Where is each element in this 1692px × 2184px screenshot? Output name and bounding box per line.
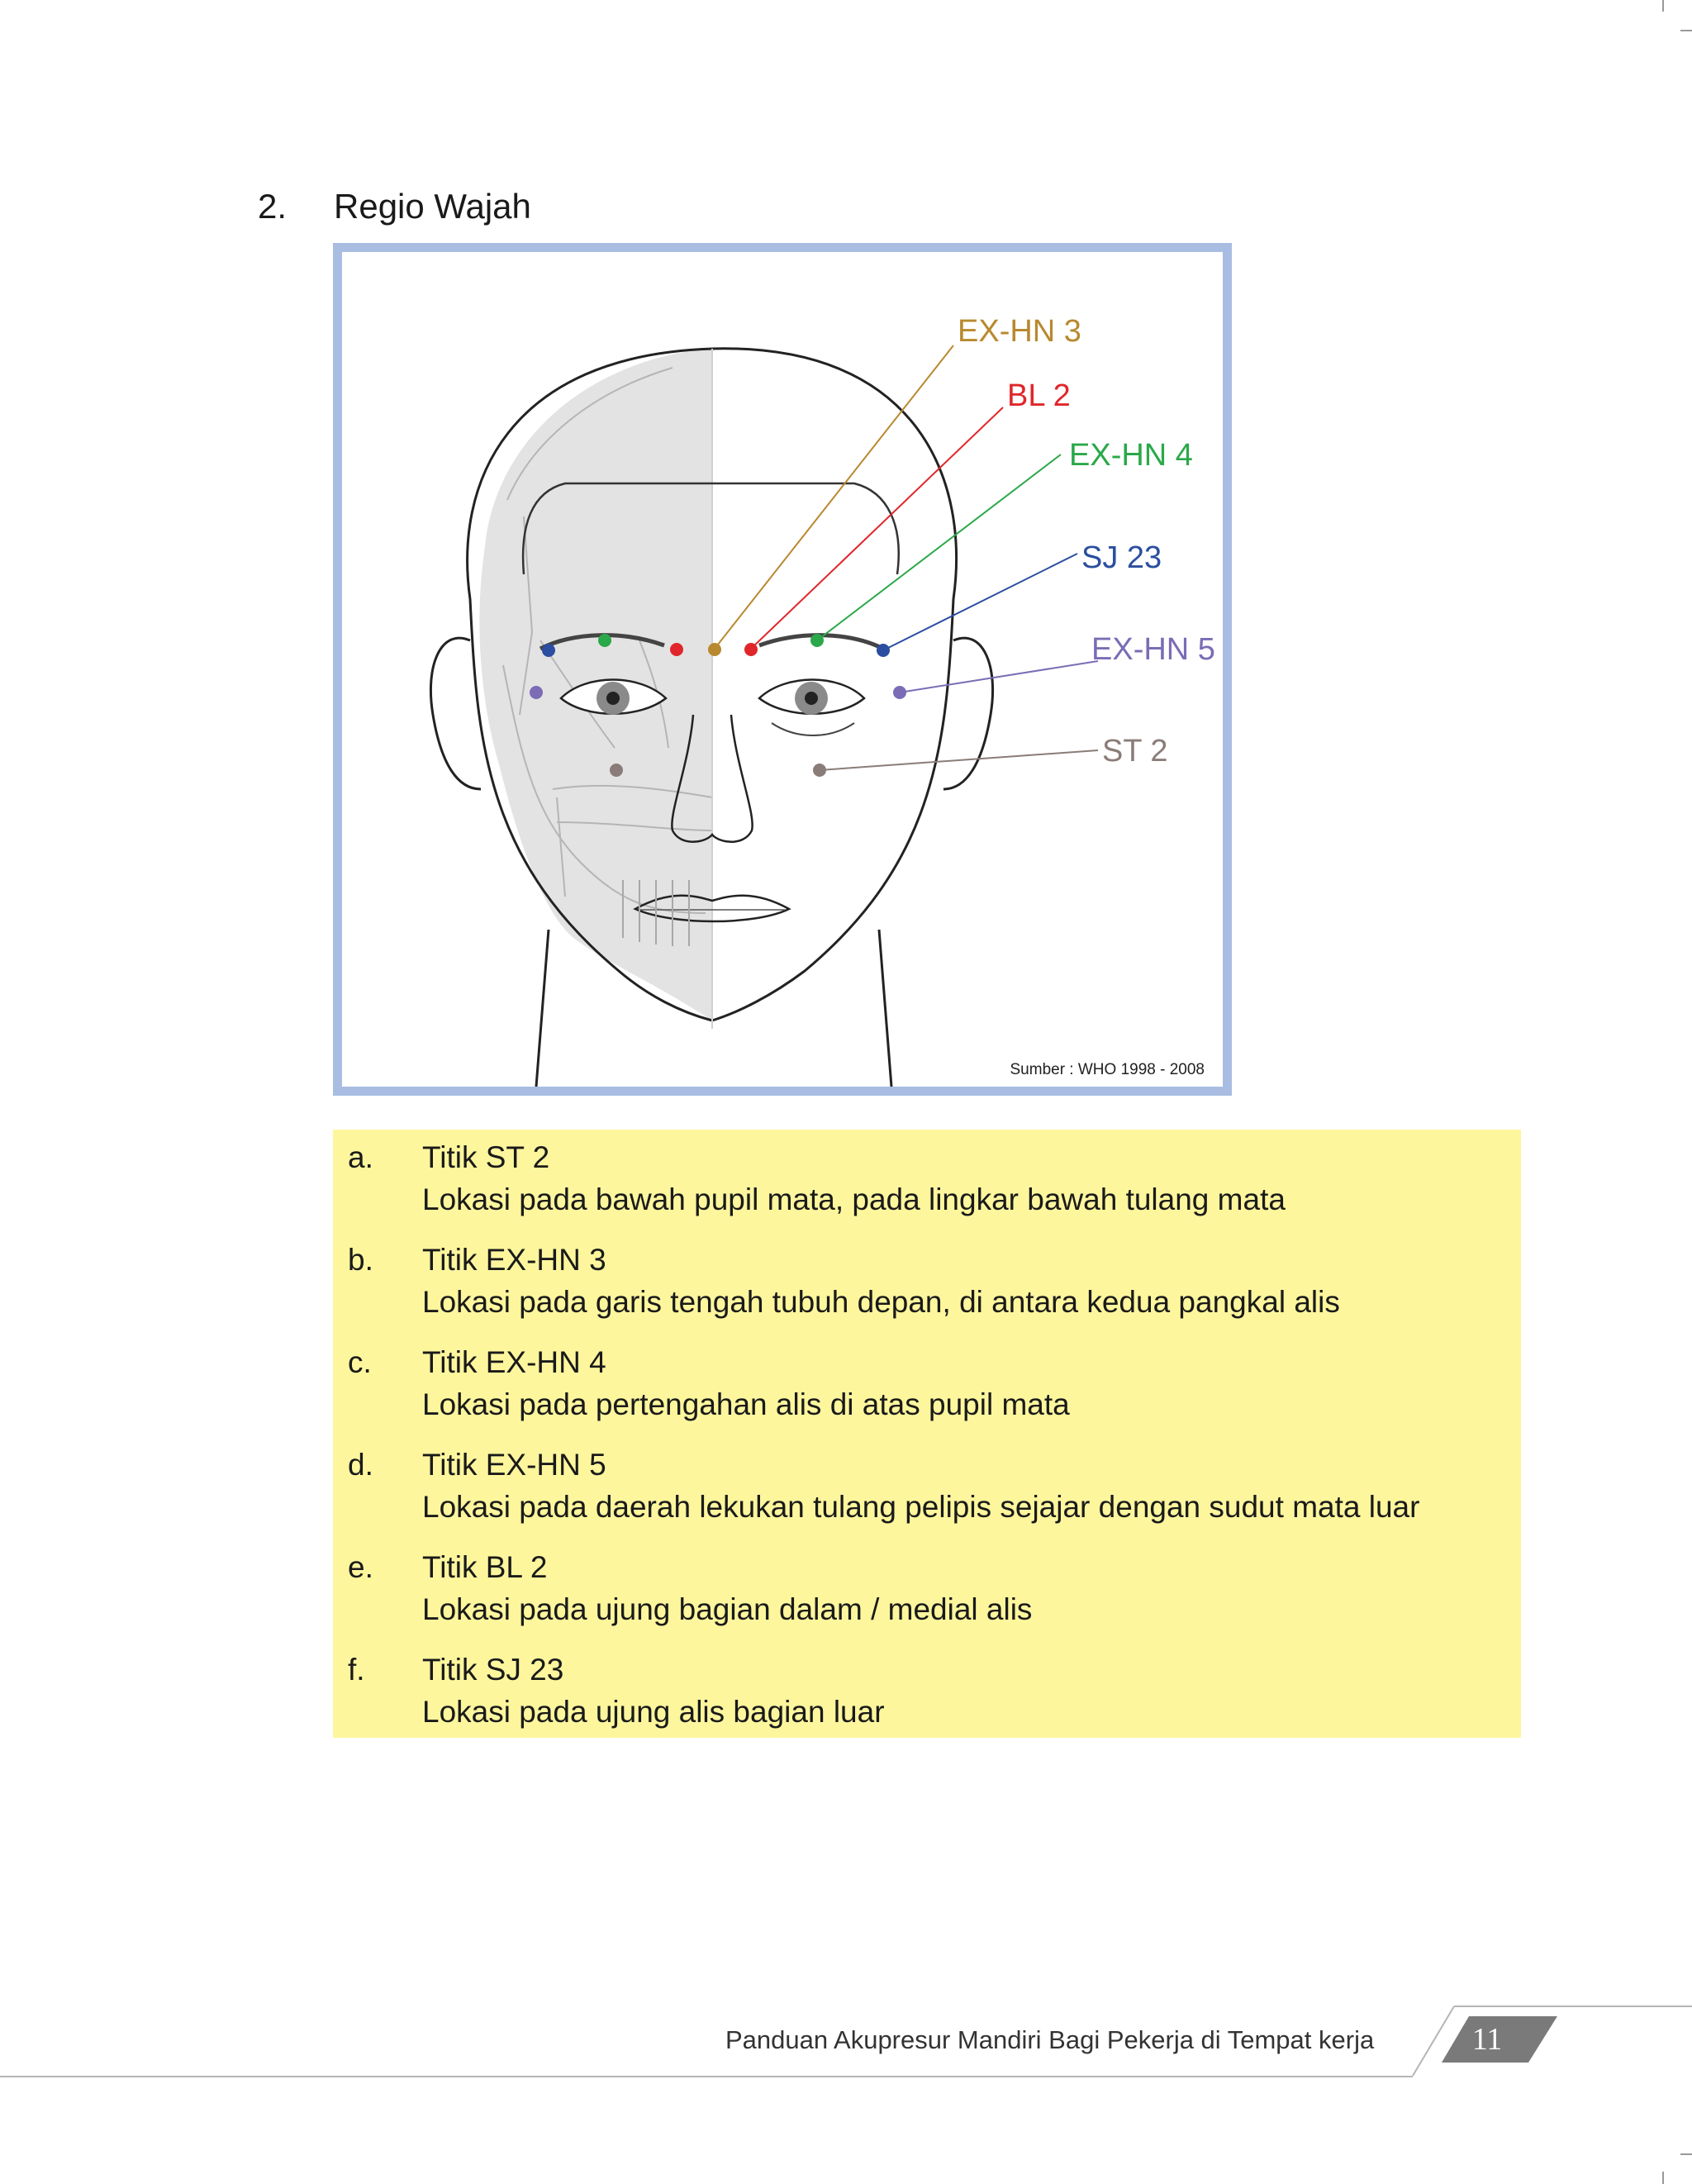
- item-desc: Lokasi pada ujung alis bagian luar: [422, 1695, 885, 1729]
- list-item: [333, 1546, 1521, 1630]
- item-letter: d.: [348, 1448, 373, 1482]
- item-desc: Lokasi pada pertengahan alis di atas pupil mata: [422, 1387, 1070, 1421]
- label-ex-hn-3: EX-HN 3: [958, 314, 1081, 349]
- point-bl-2-right: [744, 643, 758, 656]
- leader-ex-hn-3: [715, 345, 953, 649]
- face-illustration: [342, 252, 1223, 1087]
- face-figure: [333, 243, 1232, 1096]
- point-bl-2-left: [670, 643, 683, 656]
- item-letter: c.: [348, 1345, 372, 1379]
- section-heading: [258, 187, 531, 226]
- item-title: Titik EX-HN 4: [422, 1345, 606, 1379]
- item-title: Titik SJ 23: [422, 1653, 564, 1687]
- leader-st-2: [820, 750, 1098, 770]
- item-title: Titik EX-HN 5: [422, 1448, 606, 1482]
- figure-source: Sumber : WHO 1998 - 2008: [1010, 1061, 1205, 1078]
- point-sj-23-left: [542, 644, 555, 657]
- point-st-2-left: [610, 764, 623, 777]
- crop-mark: [1662, 2172, 1664, 2184]
- item-letter: e.: [348, 1550, 373, 1584]
- right-eye: [759, 680, 864, 736]
- item-title: Titik EX-HN 3: [422, 1243, 606, 1277]
- list-item: [333, 1136, 1521, 1220]
- point-st-2-right: [813, 764, 826, 777]
- item-desc: Lokasi pada ujung bagian dalam / medial alis: [422, 1592, 1033, 1626]
- item-letter: b.: [348, 1243, 373, 1277]
- point-ex-hn-5-right: [893, 686, 906, 699]
- item-letter: f.: [348, 1653, 365, 1687]
- section-title: Regio Wajah: [334, 187, 531, 226]
- point-ex-hn-4-right: [810, 634, 824, 647]
- list-item: [333, 1649, 1521, 1733]
- label-st-2: ST 2: [1102, 734, 1168, 768]
- list-item: [333, 1341, 1521, 1425]
- item-desc: Lokasi pada daerah lekukan tulang pelipis sejajar dengan sudut mata luar: [422, 1490, 1420, 1524]
- crop-mark: [1680, 30, 1692, 31]
- label-bl-2: BL 2: [1007, 378, 1071, 413]
- point-ex-hn-5-left: [530, 686, 543, 699]
- neck-right: [879, 930, 891, 1087]
- list-item: [333, 1444, 1521, 1528]
- item-letter: a.: [348, 1140, 373, 1174]
- crop-mark: [1680, 2153, 1692, 2155]
- crop-mark: [1662, 0, 1664, 12]
- label-ex-hn-4: EX-HN 4: [1069, 438, 1193, 473]
- label-sj-23: SJ 23: [1081, 540, 1162, 575]
- footer-rule-lower: [0, 2076, 1413, 2077]
- acupoint-list: [333, 1130, 1521, 1738]
- section-number: 2.: [258, 187, 288, 226]
- item-desc: Lokasi pada garis tengah tubuh depan, di antara kedua pangkal alis: [422, 1285, 1340, 1319]
- point-sj-23-right: [877, 644, 890, 657]
- label-ex-hn-5: EX-HN 5: [1091, 632, 1215, 667]
- point-ex-hn-3: [708, 643, 721, 656]
- page-number: 11: [1471, 2022, 1503, 2057]
- footer-title: Panduan Akupresur Mandiri Bagi Pekerja di Tempat kerja: [725, 2025, 1375, 2054]
- point-ex-hn-4-left: [598, 634, 611, 647]
- item-title: Titik ST 2: [422, 1140, 550, 1174]
- list-item: [333, 1239, 1521, 1323]
- item-title: Titik BL 2: [422, 1550, 548, 1584]
- leader-ex-hn-5: [900, 661, 1098, 692]
- item-desc: Lokasi pada bawah pupil mata, pada lingkar bawah tulang mata: [422, 1182, 1286, 1216]
- neck-left: [536, 930, 549, 1087]
